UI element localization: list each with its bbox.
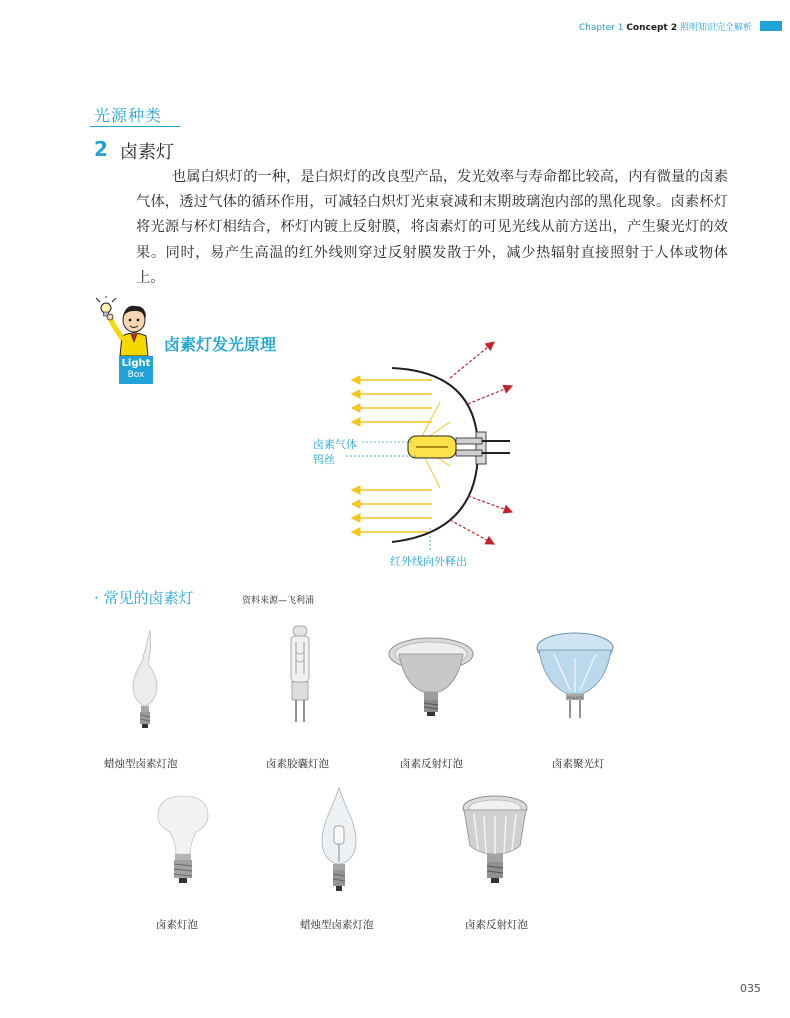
label-infrared-release: 红外线向外释出 (390, 555, 467, 568)
lightbox-badge (119, 356, 153, 384)
lamp-caption-6: 蜡烛型卤素灯泡 (300, 919, 374, 931)
lamp-caption-1: 蜡烛型卤素灯泡 (104, 758, 178, 770)
label-halogen-gas: 卤素气体 (313, 438, 357, 451)
section-rule (90, 126, 180, 127)
header-concept: Concept 2 (626, 23, 678, 33)
label-tungsten-filament: 钨丝 (313, 453, 335, 466)
source-note: 资料来源—飞利浦 (242, 596, 315, 606)
page-number: 035 (740, 982, 761, 995)
lamp-caption-4: 卤素聚光灯 (552, 758, 605, 770)
halogen-capsule (408, 436, 510, 458)
lightbox-badge-line1: Light (121, 358, 151, 369)
header-accent-bar (760, 21, 782, 31)
section-heading: 卤素灯 (120, 142, 174, 163)
section-category: 光源种类 (94, 106, 163, 125)
common-lamps-heading: · 常见的卤素灯 (94, 589, 194, 607)
running-header (0, 18, 790, 38)
halogen-capsule-bulb-image (282, 622, 318, 726)
header-chapter: Chapter 1 (578, 23, 624, 33)
halogen-bulb-image (150, 792, 216, 892)
running-header-text (579, 20, 752, 33)
lamp-caption-7: 卤素反射灯泡 (465, 919, 528, 931)
lamp-caption-5: 卤素灯泡 (156, 919, 198, 931)
lamp-caption-2: 卤素胶囊灯泡 (266, 758, 329, 770)
lightbox-badge-line2: Box (127, 370, 145, 380)
halogen-reflector-bulb-image (386, 634, 476, 720)
header-title: 照明知识完全解析 (679, 23, 752, 33)
halogen-spotlight-image (534, 628, 616, 722)
lightbox-title: 卤素灯发光原理 (164, 335, 277, 354)
lamp-caption-3: 卤素反射灯泡 (400, 758, 463, 770)
svg-text:PHILIPS: PHILIPS (567, 695, 583, 700)
candle-halogen-bulb-image (124, 628, 166, 732)
body-paragraph: 也属白炽灯的一种，是白炽灯的改良型产品，发光效率与寿命都比较高，内有微量的卤素气体，透过气体的循环作用，可减轻白炽灯光束衰减和末期玻璃泡内部的黑化现象。卤素杯灯将光源与杯灯相结合，杯灯内镀上反射膜，将卤素灯的可见光线从前方送出，产生聚光灯的效果。同时，易产生高温的红外线则穿过反射膜发散于外，减少热辐射直接照射于人体或物体上。 (136, 169, 728, 286)
section-number: 2 (94, 137, 108, 161)
candle-halogen-bulb-clear-image (312, 786, 366, 896)
idea-bulb-icon (96, 296, 116, 316)
halogen-reflector-bulb-2-image (460, 792, 530, 888)
